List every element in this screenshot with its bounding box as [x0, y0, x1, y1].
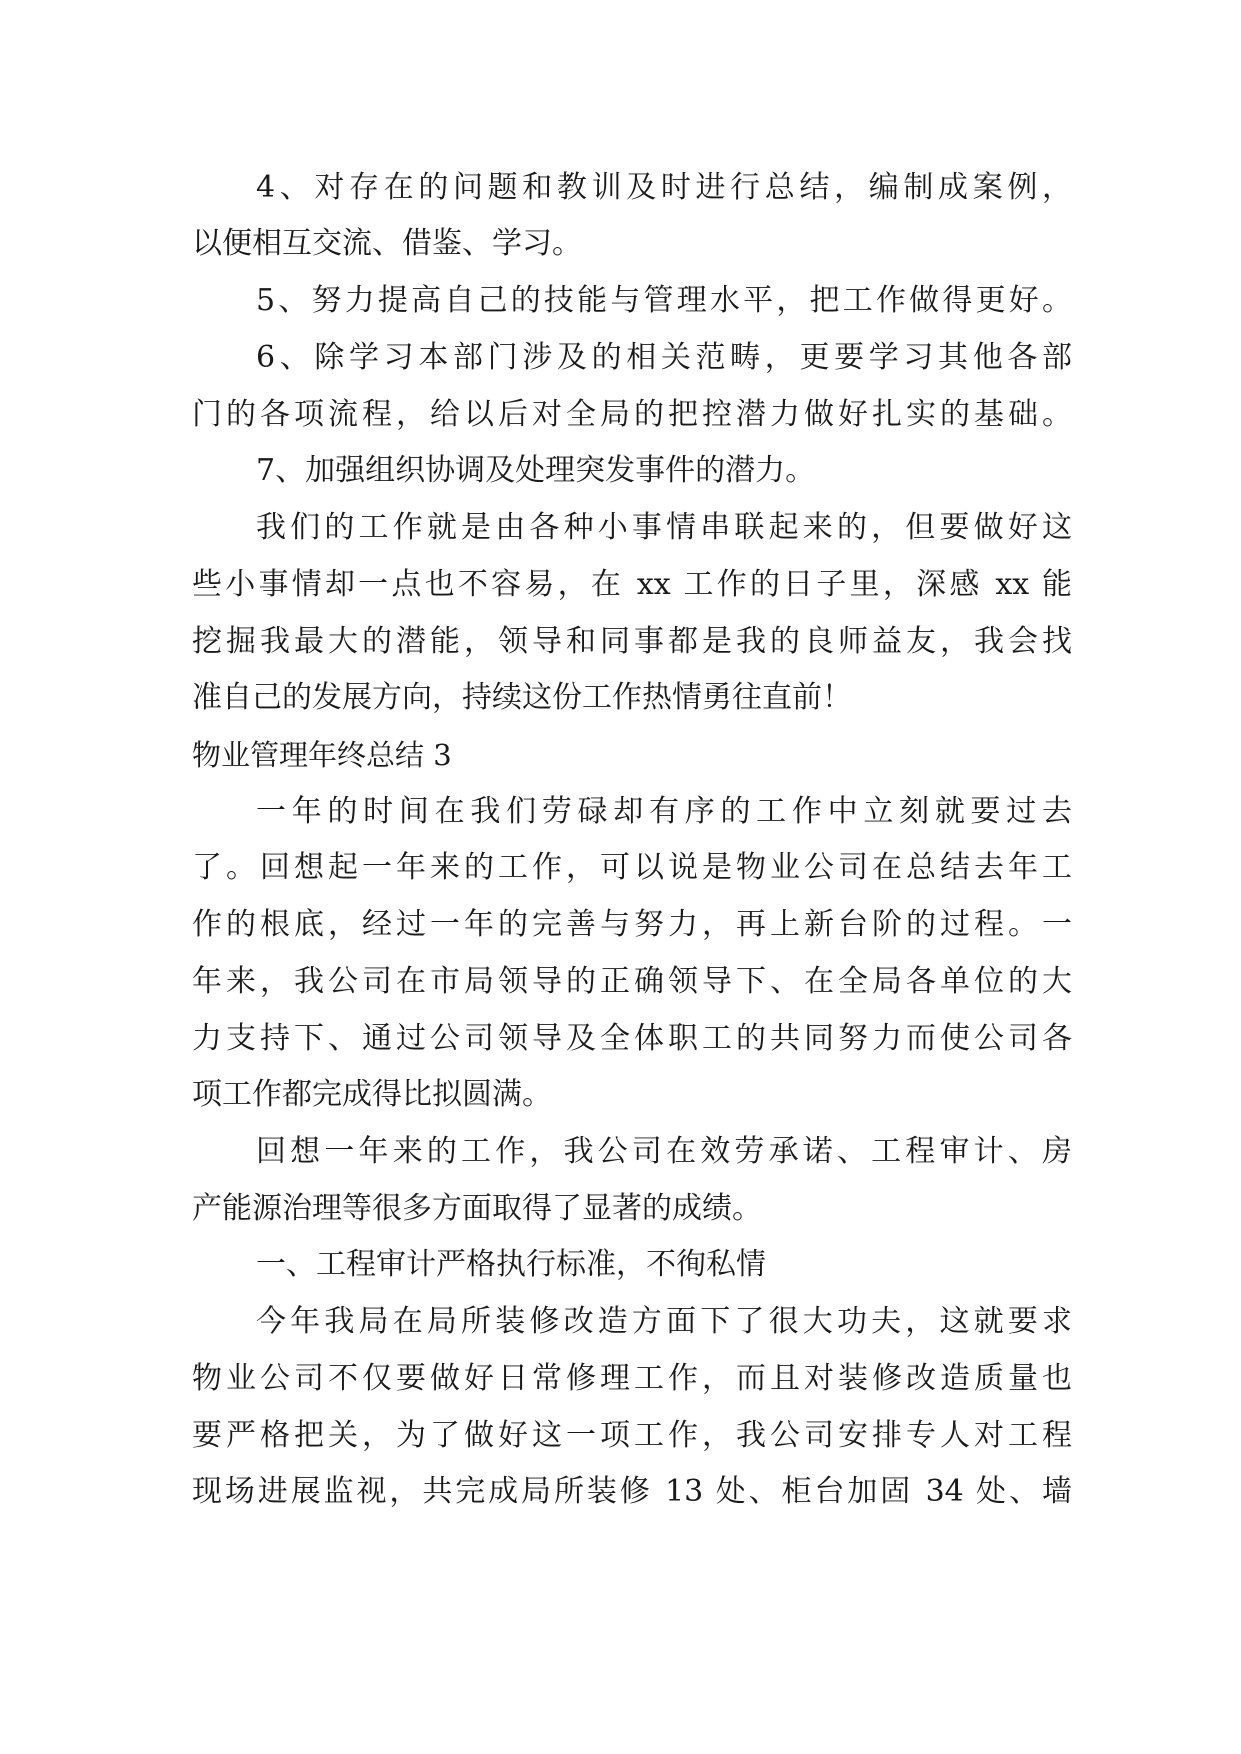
paragraph-line: 了。回想起一年来的工作，可以说是物业公司在总结去年工 [192, 850, 1072, 885]
paragraph-line: 要严格把关，为了做好这一项工作，我公司安排专人对工程 [192, 1418, 1072, 1453]
section-title: 物业管理年终总结 3 [192, 738, 452, 772]
paragraph-line: 力支持下、通过公司领导及全体职工的共同努力而使公司各 [192, 1021, 1072, 1056]
paragraph-line: 产能源治理等很多方面取得了显著的成绩。 [192, 1191, 762, 1226]
paragraph-line: 5、努力提高自己的技能与管理水平，把工作做得更好。 [256, 283, 1072, 318]
paragraph-line: 些小事情却一点也不容易，在 xx 工作的日子里，深感 xx 能 [192, 567, 1072, 602]
paragraph-line: 4、对存在的问题和教训及时进行总结，编制成案例， [256, 170, 1072, 205]
paragraph-line: 回想一年来的工作，我公司在效劳承诺、工程审计、房 [256, 1134, 1072, 1169]
paragraph-line: 作的根底，经过一年的完善与努力，再上新台阶的过程。一 [192, 907, 1072, 942]
paragraph-line: 年来，我公司在市局领导的正确领导下、在全局各单位的大 [192, 964, 1072, 999]
paragraph-line: 今年我局在局所装修改造方面下了很大功夫，这就要求 [256, 1304, 1072, 1339]
paragraph-line: 我们的工作就是由各种小事情串联起来的，但要做好这 [256, 510, 1072, 545]
paragraph-line: 6、除学习本部门涉及的相关范畴，更要学习其他各部 [256, 340, 1072, 375]
paragraph-line: 以便相互交流、借鉴、学习。 [192, 226, 582, 261]
subheading: 一、工程审计严格执行标准，不徇私情 [256, 1247, 766, 1282]
paragraph-line: 挖掘我最大的潜能，领导和同事都是我的良师益友，我会找 [192, 624, 1072, 659]
paragraph-line: 7、加强组织协调及处理突发事件的潜力。 [256, 453, 816, 488]
paragraph-line: 现场进展监视，共完成局所装修 13 处、柜台加固 34 处、墙 [192, 1474, 1072, 1509]
paragraph-line: 一年的时间在我们劳碌却有序的工作中立刻就要过去 [256, 794, 1072, 829]
paragraph-line: 门的各项流程，给以后对全局的把控潜力做好扎实的基础。 [192, 397, 1072, 432]
paragraph-line: 项工作都完成得比拟圆满。 [192, 1077, 552, 1112]
paragraph-line: 准自己的发展方向，持续这份工作热情勇往直前！ [192, 680, 852, 715]
paragraph-line: 物业公司不仅要做好日常修理工作，而且对装修改造质量也 [192, 1361, 1072, 1396]
